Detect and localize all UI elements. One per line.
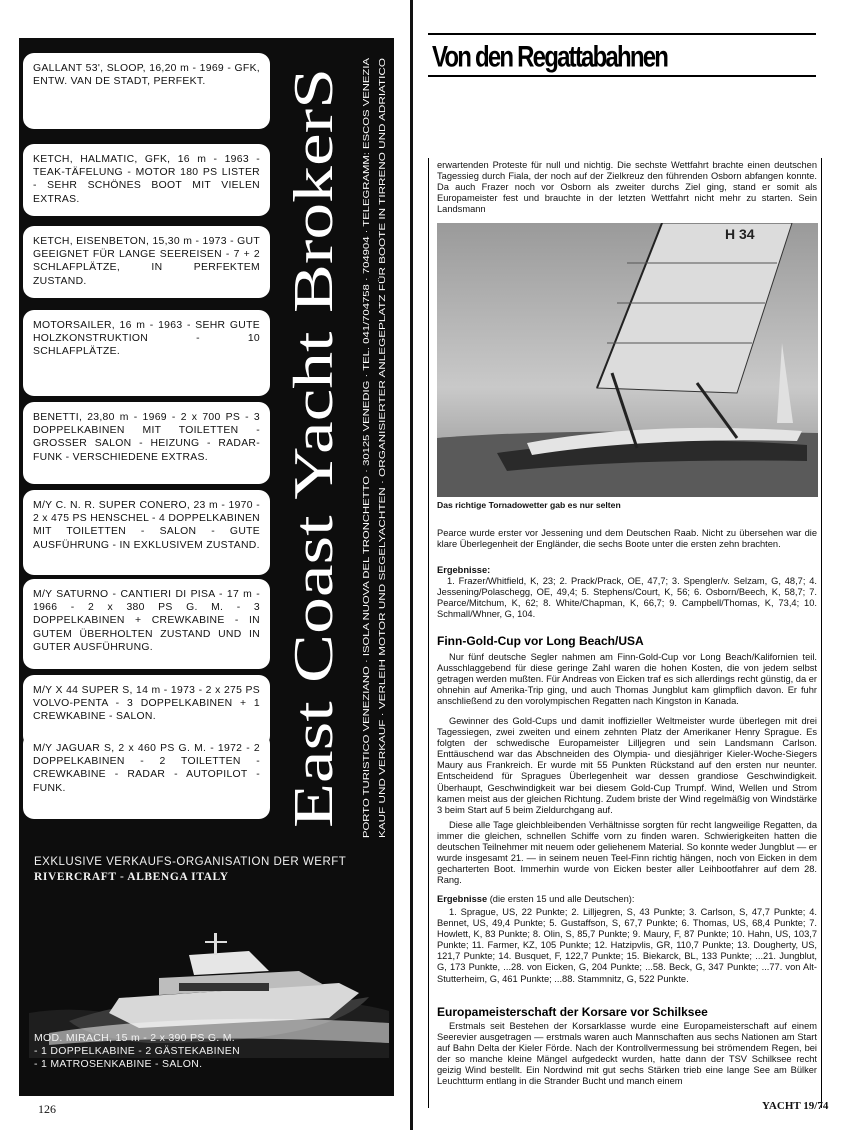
yacht-broker-advertisement (19, 38, 394, 1096)
brand-logo (272, 48, 352, 848)
listing-text: BENETTI, 23,80 m - 1969 - 2 x 700 PS - 3 DOPPELKABINEN MIT TOILETTEN - GROSSER SALON - HEIZUNG - RADAR-FUNK - VERSCHIEDENE EXTRAS. (33, 412, 260, 463)
pearce-paragraph: Pearce wurde erster vor Jessening und dem Deutschen Raab. Nicht zu übersehen war die klare Überlegenheit der Engländer, die sechs Boote unter die ersten zehn brachten. (437, 528, 817, 550)
intro-paragraph: erwartenden Proteste für null und nichtig. Die sechste Wettfahrt brachte einen deutschen Tagessieg durch Fiala, der noch auf der Zielkreuz den führenden Osborn abfangen konnte. Da auch Frazer noch vor Osborn als zweiter durchs Ziel ging, stand er somit als Europameister fest und brauchte in der letzten Wettfahrt nicht mehr zu starten. Sein Landsmann (437, 160, 817, 215)
listing-text: M/Y JAGUAR S, 2 x 460 PS G. M. - 1972 - 2 DOPPELKABINEN - 2 TOILETTEN - CREWKABINE - RADAR - AUTOPILOT - FUNK. (33, 743, 260, 794)
finn-paragraph: Nur fünf deutsche Segler nahmen am Finn-Gold-Cup vor Long Beach/Kalifornien teil. Ausschlaggebend für diese geringe Zahl waren die hohen Kosten, die von jedem selbst getragen werden mußten. Für Andreas von Eicken traf es sich allerdings recht günstig, da er ohnehin auf Amerika-Trip ging, und auch Thomas Jungblut kam glimpflich davon. Er fuhr anschließend zu den vorolympischen Regatten nach Kingston in Kanada. (437, 652, 817, 707)
brand-name: East Coast Yacht BrokerS (283, 249, 345, 828)
exclusive-line: EXKLUSIVE VERKAUFS-ORGANISATION DER WERFT (34, 856, 347, 868)
listing-card (23, 144, 270, 216)
column-divider (410, 0, 413, 1130)
results-heading-line (437, 894, 817, 905)
listing-card (23, 53, 270, 129)
results-qualifier: (die ersten 15 und alle Deutschen): (487, 894, 635, 904)
listing-text: M/Y C. N. R. SUPER CONERO, 23 m - 1970 - 2 x 475 PS HENSCHEL - 4 DOPPELKABINEN MIT TOILETTEN - SALON - GUTE AUSFÜHRUNG - IN EXKLUSIVEM ZUSTAND. (33, 500, 260, 551)
model-line: MOD. MIRACH, 15 m - 2 x 390 PS G. M. (34, 1032, 236, 1044)
address-caption (355, 48, 391, 848)
listing-card (23, 733, 270, 819)
rivercraft-line: RIVERCRAFT - ALBENGA ITALY (34, 871, 229, 883)
listing-text: M/Y SATURNO - CANTIERI DI PISA - 17 m - 1966 - 2 x 380 PS G. M. - 3 DOPPELKABINEN + CREWKABINE - IN GUTEM ÜBERHOLTEN ZUSTAND UND IN GUTER AUSFÜHRUNG. (33, 589, 260, 653)
finn-paragraph: Diese alle Tage gleichbleibenden Verhältnisse sorgten für recht langweilige Regatten, da immer die gleichen, schnellen Schiffe vorn zu finden waren. Schwierigkeiten hatten die deutschen Teilnehmer mit neuem oder geliehenem Material. So konnte weder Jungblut — er wurde insgesamt 21. — in seinem neuen Teel-Finn richtig hängen, noch von Eicken in dem gecharterten Boot. Immerhin wurde von Eicken bester aller Leihbootfahrer auf dem 28. Rang. (437, 820, 817, 886)
tornado-catamaran-photo (437, 223, 818, 497)
listing-card (23, 402, 270, 484)
listing-card (23, 490, 270, 575)
listing-text: GALLANT 53', SLOOP, 16,20 m - 1969 - GFK, ENTW. VAN DE STADT, PERFEKT. (33, 63, 260, 88)
finn-gold-cup-heading: Finn-Gold-Cup vor Long Beach/USA (437, 634, 644, 648)
listing-card (23, 310, 270, 396)
model-description (34, 1032, 240, 1071)
address-line: PORTO TURISTICO VENEZIANO · ISOLA NUOVA DEL TRONCHETTO · 30125 VENEDIG · TEL. 041/704758 · 704904 · TELEGRAMM: ESCOS VENEZIA (361, 250, 371, 838)
photo-caption: Das richtige Tornadowetter gab es nur selten (437, 500, 621, 510)
model-line: - 1 DOPPELKABINE - 2 GÄSTEKABINEN (34, 1045, 240, 1057)
magazine-issue: YACHT 19/74 (762, 1100, 829, 1112)
sail-number: H 34 (725, 226, 755, 242)
listing-text: KETCH, EISENBETON, 15,30 m - 1973 - GUT GEEIGNET FÜR LANGE SEEREISEN - 7 + 2 SCHLAFPLÄTZE, IN PERFEKTEM ZUSTAND. (33, 236, 260, 287)
section-title: Von den Regattabahnen (432, 40, 668, 74)
finn-paragraph: Gewinner des Gold-Cups und damit inoffizieller Weltmeister wurde überlegen mit drei Tagessiegen, zwei zweiten und einem zehnten Platz der Amerikaner Henry Sprague. Es folgten der schwedische Europameister Lilljegren und sein Landsmann Carlson. Enttäuschend war das Abschneiden des Olympia- und diesjähriger Kieler-Woche-Siegers Maury aus Frankreich. Er wurde mit 55 Punkten Rückstand auf den ersten nur neunter. Entscheidend für Spragues Überlegenheit war dessen grandiose Geschwindigkeit. Überhaupt, Geschwindigkeit war bei diesem Gold-Cup Trumpf. Wind, Wellen und Strom kamen meist aus der gleichen Richtung. Zudem briste der Wind regelmäßig von Windstärke 3 beim Start auf 5 beim Zieldurchgang auf. (437, 716, 817, 815)
listing-card (23, 579, 270, 669)
listing-text: M/Y X 44 SUPER S, 14 m - 1973 - 2 x 275 PS VOLVO-PENTA - 3 DOPPELKABINEN + 1 CREWKABINE - SALON. (33, 685, 260, 723)
services-line: KAUF UND VERKAUF · VERLEIH MOTOR UND SEGELYACHTEN · ORGANISIERTER ANLEGEPLATZ FÜR BOOTE IN TIRRENO UND ADRIATICO (377, 271, 387, 838)
results-label: Ergebnisse (437, 894, 488, 904)
header-rule (428, 75, 816, 77)
model-line: - 1 MATROSENKABINE - SALON. (34, 1058, 203, 1070)
listing-card (23, 226, 270, 298)
header-rule (428, 33, 816, 35)
listing-text: KETCH, HALMATIC, GFK, 16 m - 1963 - TEAK-TÄFELUNG - MOTOR 180 PS LISTER - SEHR SCHÖNES BOOT MIT VIELEN EXTRAS. (33, 154, 260, 205)
results-list: 1. Sprague, US, 22 Punkte; 2. Lilljegren, S, 43 Punkte; 3. Carlson, S, 47,7 Punkte; 4. Bennet, US, 49,4 Punkte; 5. Gustaffson, S, 67,7 Punkte; 6. Thomas, US, 68,4 Punkte; 7. Howlett, K, 83 Punkte; 8. Olin, S, 85,7 Punkte; 9. Maury, F, 87 Punkte; 10. Hahn, US, 103,7 Punkte; 11. Farmer, KZ, 105 Punkte; 12. Hatzipvlis, GR, 110,7 Punkte; 13. Dougherty, US, 121,7 Punkte; 14. Busquet, F, 122,7 Punkte; 15. Biekarck, BL, 133 Punkte; ...21. Jungblut, G, 173 Punkte, ...28. von Eicken, G, 204 Punkte; ...58. Beck, G, 347 Punkte; ...77. von Alt-Stutterheim, G, 461 Punkte; ...88. Stammnitz, G, 522 Punkte. (437, 907, 817, 984)
listing-text: MOTORSAILER, 16 m - 1963 - SEHR GUTE HOLZKONSTRUKTION - 10 SCHLAFPLÄTZE. (33, 320, 260, 358)
korsar-paragraph: Erstmals seit Bestehen der Korsarklasse wurde eine Europameisterschaft auf einem Seerevier ausgetragen — erstmals waren auch Mannschaften aus sechs Nationen am Start auf Bahn Delta der Kieler Förde. Nach der Kontrollvermessung bei strömendem Regen, bei der so manche kleine Mängel aufgedeckt wurden, hatte dann der TSV Schilksee recht geizig Wind bestellt. Ein Nordwind mit gut sechs Stärken trieb eine lange See am Bülker Leuchtturm entlang in die Strander Bucht und manch einem (437, 1021, 817, 1087)
results-list: 1. Frazer/Whitfield, K, 23; 2. Prack/Prack, OE, 47,7; 3. Spengler/v. Selzam, G, 48,7; 4. Jessening/Polaschegg, OE, 49,4; 5. Stephens/Court, K, 56; 6. Osborn/Beech, K, 58,7; 7. Pearce/Mitchum, K, 62; 8. White/Chapman, K, 66,7; 9. Campbell/Thomas, K, 73,4; 10. Schmall/Whner, G, 104. (437, 576, 817, 620)
korsar-heading: Europameisterschaft der Korsare vor Schilksee (437, 1005, 708, 1019)
page-number: 126 (38, 1102, 56, 1116)
results-label: Ergebnisse: (437, 565, 491, 575)
